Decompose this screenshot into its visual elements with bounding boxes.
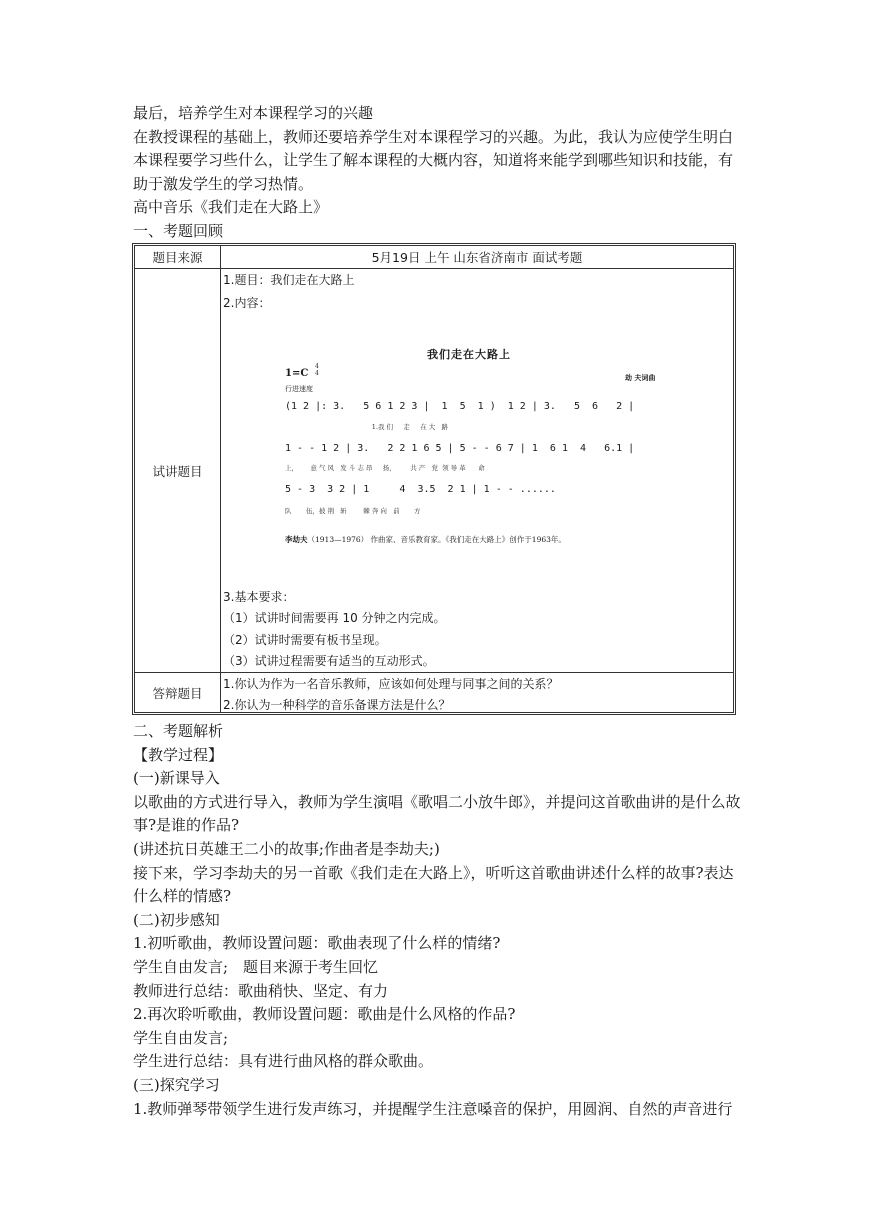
requirement-2: （2）试讲时需要有板书呈现。 [223, 633, 387, 647]
trial-item-title: 1.题目：我们走在大路上 [223, 273, 355, 287]
analysis-paragraph: 以歌曲的方式进行导入，教师为学生演唱《歌唱二小放牛郎》，并提问这首歌曲讲的是什么故事?是谁的作品? [133, 792, 741, 835]
defense-question-1: 1.你认为作为一名音乐教师，应该如何处理与同事之间的关系？ [223, 677, 559, 691]
teaching-process-heading: 【教学过程】 [133, 745, 224, 764]
analysis-paragraph: 学生自由发言; 题目来源于考生回忆 [133, 957, 379, 976]
requirement-1: （1）试讲时间需要再 10 分钟之内完成。 [223, 611, 446, 625]
trial-item-content: 2.内容： [223, 296, 271, 310]
part-perception-heading: (二)初步感知 [133, 910, 220, 929]
analysis-section [133, 720, 743, 1121]
staff-line-1: (1 2 |: 3. 5 6 1 2 3 | 1 5 1 ) 1 2 | 3. 5 6 2 | [285, 401, 635, 412]
lyrics-line-3: 队 伍，披 荆 斩 棘 奔 向 前 方 [285, 507, 421, 515]
score-footnote [285, 534, 566, 545]
composer-name: 李劫夫 [285, 535, 308, 544]
defense-label: 答辩题目 [152, 685, 203, 701]
analysis-paragraph: 教师进行总结：歌曲稍快、坚定、有力 [133, 981, 389, 1000]
analysis-paragraph: 学生自由发言; [133, 1028, 229, 1047]
lyrics-line-1: 1.我 们 走 在 大 路 [285, 423, 448, 431]
analysis-paragraph: 1.初听歌曲，教师设置问题：歌曲表现了什么样的情绪? [133, 934, 501, 953]
intro-section [133, 102, 743, 244]
score-lyricist: 劫 夫词曲 [625, 373, 656, 382]
time-bottom: 4 [315, 370, 319, 377]
score-tempo: 行进速度 [285, 385, 313, 393]
analysis-paragraph: 2.再次聆听歌曲，教师设置问题：歌曲是什么风格的作品? [133, 1005, 516, 1024]
analysis-paragraph: 1.教师弹琴带领学生进行发声练习，并提醒学生注意嗓音的保护，用圆润、自然的声音进行 [133, 1099, 733, 1118]
section-heading-review: 一、考题回顾 [133, 221, 224, 240]
intro-paragraph: 在教授课程的基础上，教师还要培养学生对本课程学习的兴趣。为此，我认为应使学生明白本课程要学习些什么，让学生了解本课程的大概内容，知道将来能学到哪些知识和技能，有助于激发学生的学习热情。 [133, 127, 734, 193]
part-intro-heading: (一)新课导入 [133, 769, 220, 788]
part-explore-heading: (三)探究学习 [133, 1075, 220, 1094]
trial-label: 试讲题目 [152, 463, 203, 479]
staff-line-2: 1 - - 1 2 | 3. 2 2 1 6 5 | 5 - - 6 7 | 1 6 1 4 6.1 | [285, 443, 635, 454]
lyrics-line-2: 上， 意 气 风 发 斗 志 昂 扬， 共 产 党 领 导 革 命 [285, 464, 485, 472]
analysis-paragraph: 接下来，学习李劫夫的另一首歌《我们走在大路上》，听听这首歌曲讲述什么样的故事?表达什么样的情感? [133, 863, 734, 906]
time-signature [315, 363, 319, 377]
source-value: 5月19日 上午 山东省济南市 面试考题 [371, 250, 583, 265]
course-title: 高中音乐《我们走在大路上》 [133, 198, 329, 217]
section-heading-analysis: 二、考题解析 [133, 722, 224, 740]
composer-note: （1913—1976） 作曲家、音乐教育家。《我们走在大路上》创作于1963年。 [307, 535, 566, 544]
source-label: 题目来源 [152, 250, 203, 265]
requirements-title: 3.基本要求： [223, 590, 295, 604]
intro-line: 最后，培养学生对本课程学习的兴趣 [133, 104, 374, 122]
staff-line-3: 5 - 3 3 2 | 1 4 3.5 2 1 | 1 - - ...... [285, 484, 556, 495]
music-score [285, 346, 685, 551]
analysis-paragraph: 学生进行总结：具有进行曲风格的群众歌曲。 [133, 1052, 434, 1071]
requirement-3: （3）试讲过程需要有适当的互动形式。 [223, 654, 435, 668]
analysis-paragraph: (讲述抗日英雄王二小的故事;作曲者是李劫夫;) [133, 839, 440, 858]
defense-question-2: 2.你认为一种科学的音乐备课方法是什么？ [223, 698, 451, 712]
time-top: 4 [315, 363, 319, 370]
score-key: 1=C [285, 368, 309, 379]
score-title: 我们走在大路上 [427, 348, 511, 361]
exam-table [132, 243, 736, 715]
